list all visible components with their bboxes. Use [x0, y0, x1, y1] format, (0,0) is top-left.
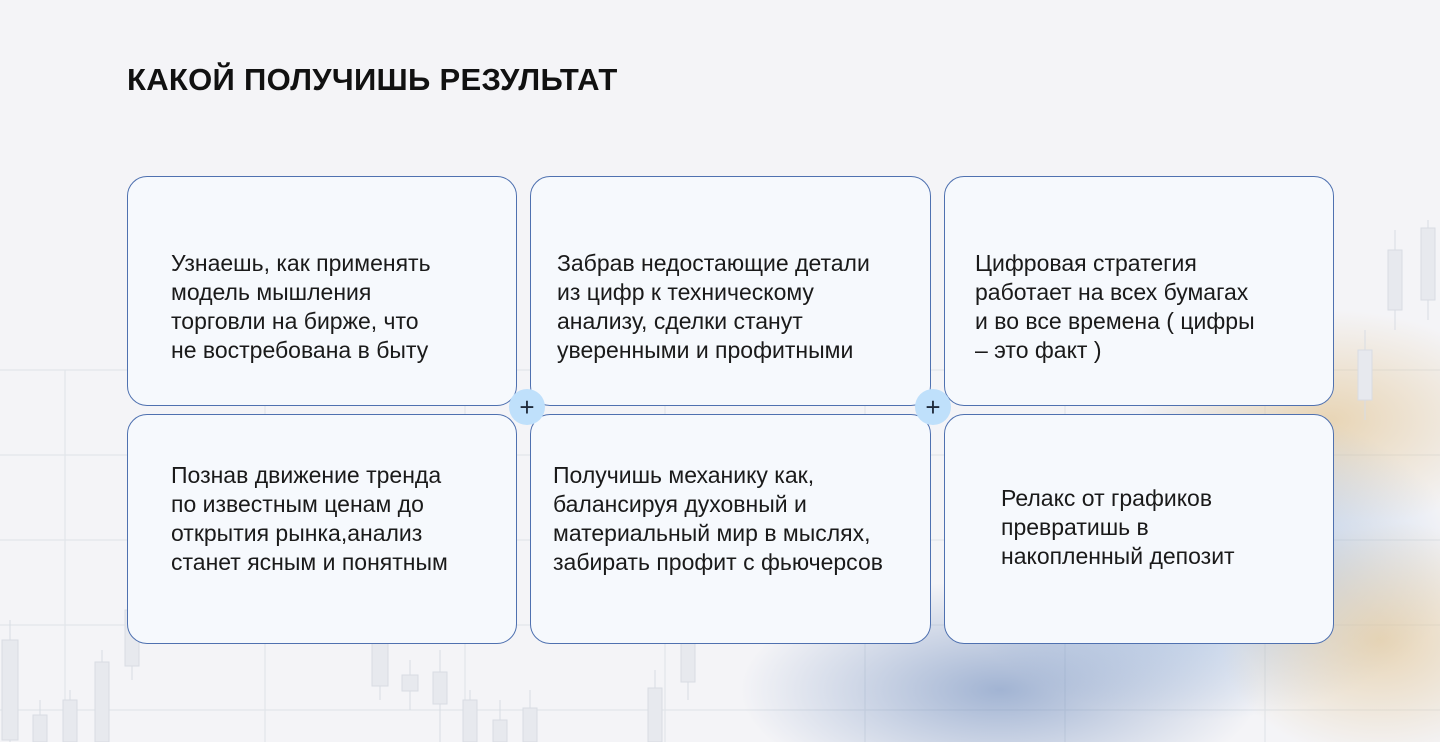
- result-card-2: [530, 176, 931, 406]
- section-title: КАКОЙ ПОЛУЧИШЬ РЕЗУЛЬТАТ: [127, 62, 618, 97]
- result-card-text: Познав движение тренда по известным ценам до открытия рынка,анализ станет ясным и понятным: [171, 462, 448, 575]
- plus-icon: +: [915, 389, 951, 425]
- result-card-text: Цифровая стратегия работает на всех бумагах и во все времена ( цифры – это факт ): [975, 250, 1255, 363]
- result-card-text: Релакс от графиков превратишь в накопленный депозит: [1001, 485, 1235, 569]
- result-card-text: Забрав недостающие детали из цифр к техническому анализу, сделки станут уверенными и профитными: [557, 250, 870, 363]
- result-card-5: [530, 414, 931, 644]
- result-card-text: Получишь механику как, балансируя духовный и материальный мир в мыслях, забирать профит с фьючерсов: [553, 462, 883, 575]
- result-card-3: [944, 176, 1334, 406]
- plus-icon: +: [509, 389, 545, 425]
- result-card-text: Узнаешь, как применять модель мышления торговли на бирже, что не востребована в быту: [171, 250, 431, 363]
- result-card-6: [944, 414, 1334, 644]
- result-card-4: [127, 414, 517, 644]
- result-card-1: [127, 176, 517, 406]
